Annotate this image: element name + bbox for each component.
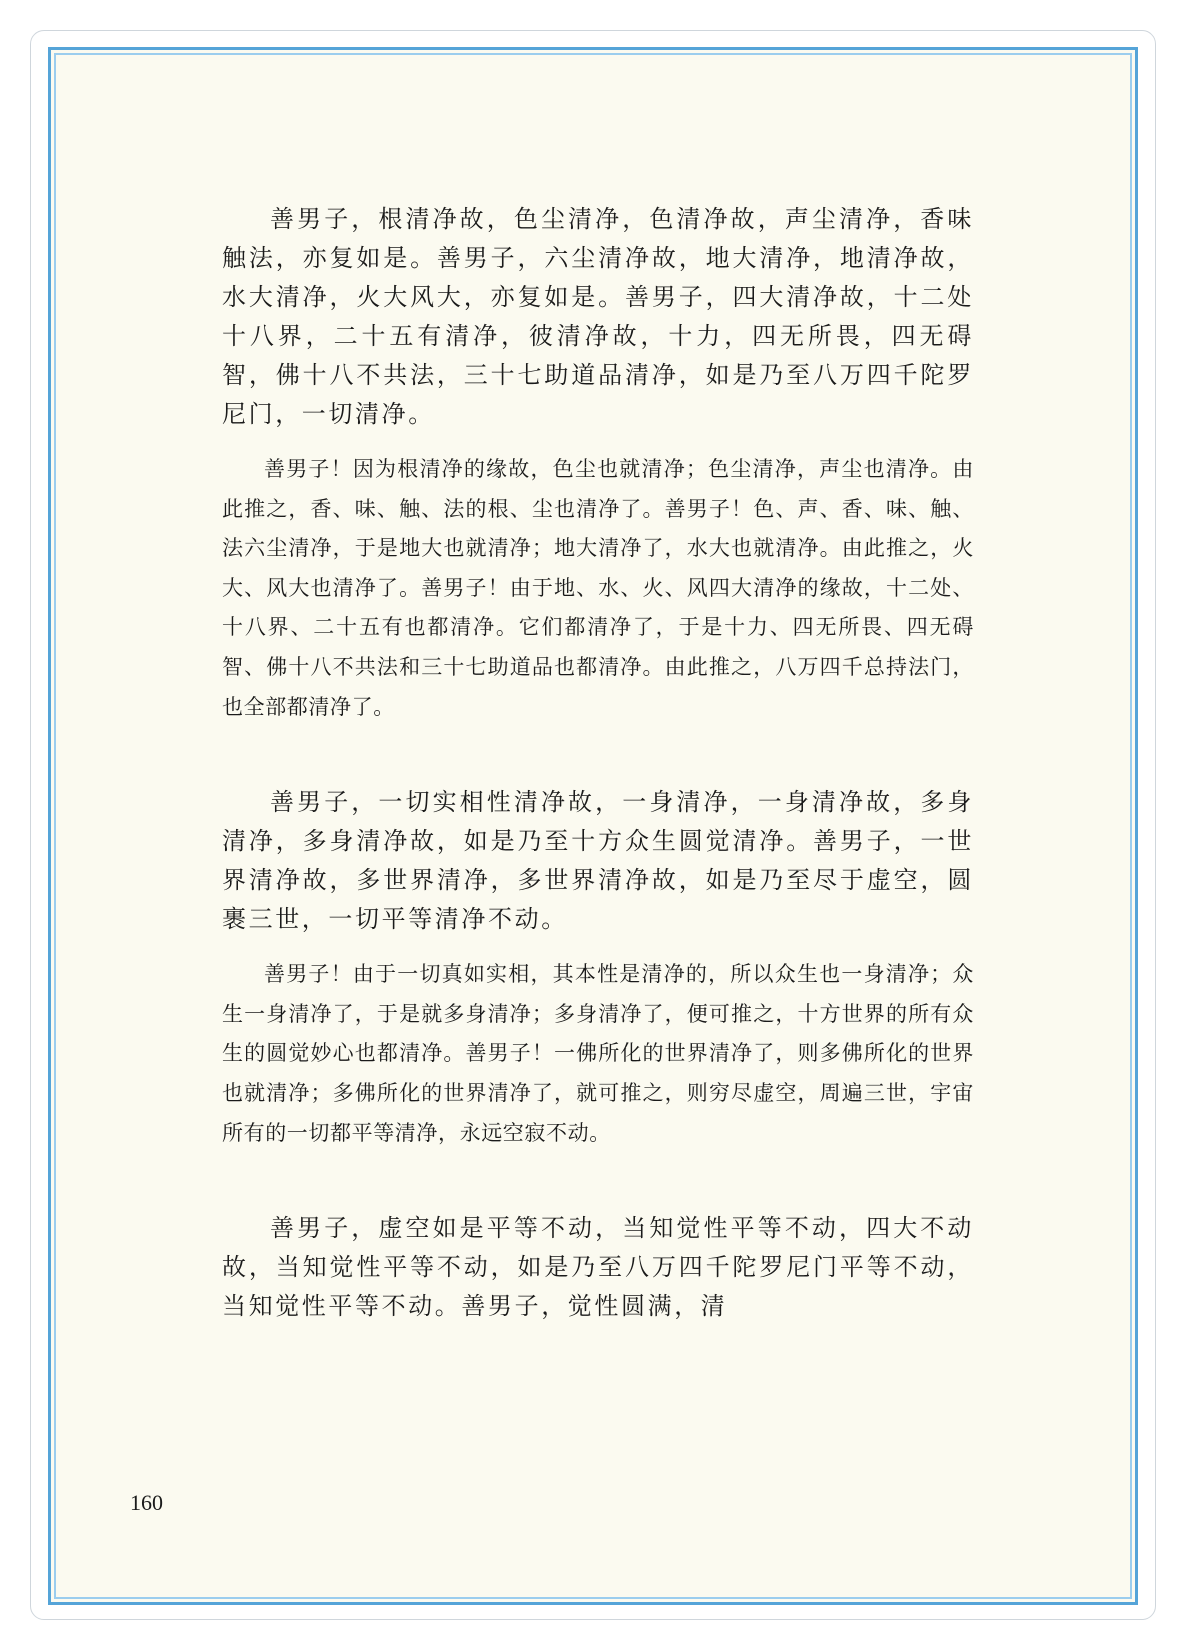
original-text-2: 善男子，一切实相性清净故，一身清净，一身清净故，多身清净，多身清净故，如是乃至十方众生圆觉清净。善男子，一世界清净故，多世界清净，多世界清净故，如是乃至尽于虚空，圆裹三世，一切平等清净不动。 <box>222 788 974 934</box>
translation-text-1: 善男子！因为根清净的缘故，色尘也就清净；色尘清净，声尘也清净。由此推之，香、味、触、法的根、尘也清净了。善男子！色、声、香、味、触、法六尘清净，于是地大也就清净；地大清净了，水大也就清净。由此推之，火大、风大也清净了。善男子！由于地、水、火、风四大清净的缘故，十二处、十八界、二十五有也都清净。它们都清净了，于是十力、四无所畏、四无碍智、佛十八不共法和三十七助道品也都清净。由此推之，八万四千总持法门，也全部都清净了。 <box>222 457 974 719</box>
original-text-1: 善男子，根清净故，色尘清净，色清净故，声尘清净，香味触法，亦复如是。善男子，六尘清净故，地大清净，地清净故，水大清净，火大风大，亦复如是。善男子，四大清净故，十二处十八界，二十五有清净，彼清净故，十力，四无所畏，四无碍智，佛十八不共法，三十七助道品清净，如是乃至八万四千陀罗尼门，一切清净。 <box>222 205 974 428</box>
page-body <box>222 200 974 1326</box>
translation-text-2: 善男子！由于一切真如实相，其本性是清净的，所以众生也一身清净；众生一身清净了，于是就多身清净；多身清净了，便可推之，十方世界的所有众生的圆觉妙心也都清净。善男子！一佛所化的世界清净了，则多佛所化的世界也就清净；多佛所化的世界清净了，就可推之，则穷尽虚空，周遍三世，宇宙所有的一切都平等清净，永远空寂不动。 <box>222 962 974 1145</box>
page-number: 160 <box>130 1490 163 1515</box>
original-text-3: 善男子，虚空如是平等不动，当知觉性平等不动，四大不动故，当知觉性平等不动，如是乃至八万四千陀罗尼门平等不动，当知觉性平等不动。善男子，觉性圆满，清 <box>222 1214 974 1321</box>
